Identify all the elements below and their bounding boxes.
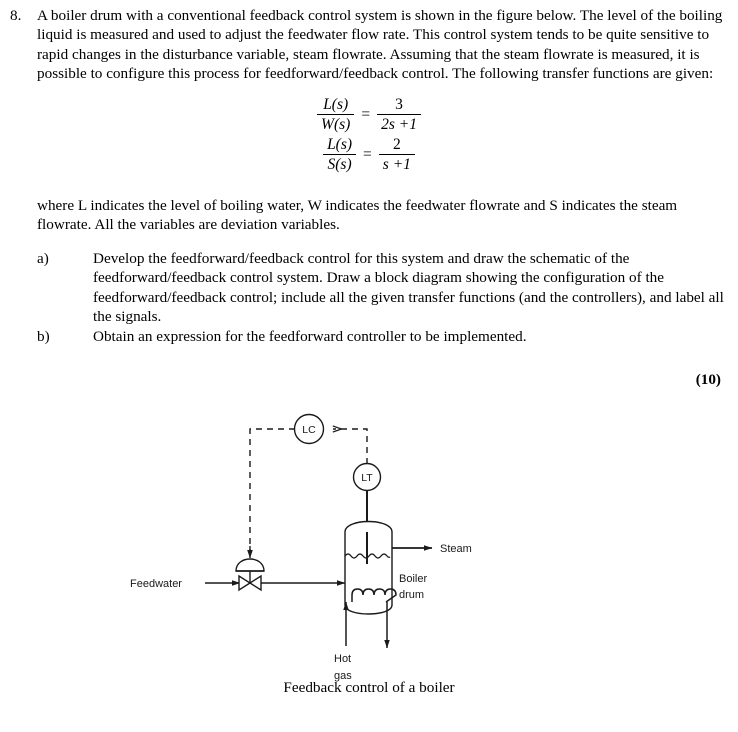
- equation-1-equals: =: [361, 105, 371, 123]
- equation-1-rhs-denominator: 2s +1: [381, 116, 417, 134]
- signal-line-lc-valve: [250, 429, 295, 551]
- equation-2-equals: =: [363, 145, 372, 163]
- valve-body-right: [250, 576, 261, 590]
- question-number: 8.: [10, 7, 22, 24]
- heating-coil: [352, 589, 396, 602]
- part-a-label: a): [37, 250, 49, 267]
- feedwater-label: Feedwater: [130, 578, 182, 590]
- boiler-drum-label: [399, 573, 427, 601]
- steam-label: Steam: [440, 543, 472, 555]
- lc-label: LC: [302, 424, 316, 436]
- fraction-bar: [379, 154, 415, 155]
- equation-2-rhs: [379, 136, 415, 174]
- equation-1-lhs-denominator: W(s): [321, 116, 351, 134]
- part-a-text: Develop the feedforward/feedback control for this system and draw the schematic of the feedforward/feedback control system. Draw a block diagram showing the configuration of the feedforward/feedback control; include all the given transfer functions (and the controllers), and label all the signals.: [93, 250, 724, 326]
- hot-gas-label: [334, 653, 352, 682]
- figure-caption: Feedback control of a boiler: [283, 679, 455, 696]
- equation-2-rhs-denominator: s +1: [382, 156, 411, 174]
- equation-1-lhs-numerator: L(s): [323, 96, 349, 113]
- part-b-label: b): [37, 327, 50, 345]
- fraction-bar: [317, 114, 354, 115]
- equation-1-lhs: [317, 96, 354, 134]
- question-block: [10, 6, 728, 84]
- fraction-bar: [323, 154, 356, 155]
- hot-gas-label-line2: gas: [334, 670, 352, 682]
- transfer-function-equations: [0, 96, 738, 173]
- where-paragraph: where L indicates the level of boiling water, W indicates the feedwater flowrate and S indicates the steam flowrate. All the variables are deviation variables.: [37, 197, 678, 234]
- controller-to-valve-signal: [250, 429, 295, 558]
- hot-gas-label-line1: Hot: [334, 653, 352, 665]
- equation-1: [317, 96, 421, 134]
- part-b: [37, 327, 734, 346]
- drum-bottom-dish: [345, 605, 392, 614]
- question-parts: [37, 249, 734, 346]
- control-valve[interactable]: [236, 559, 264, 590]
- part-a: [37, 249, 734, 327]
- boiler-drum-label-line1: Boiler: [399, 573, 428, 585]
- question-row: [10, 6, 728, 84]
- fraction-bar: [377, 114, 421, 115]
- lt-label: LT: [361, 472, 373, 484]
- feedwater-line: [130, 578, 345, 590]
- question-paragraph: A boiler drum with a conventional feedback control system is shown in the figure below. The level of the boiling liquid is measured and used to adjust the feedwater flow rate. This control system tends to be quite sensitive to rapid changes in the disturbance variable, steam flowrate. Assuming that the steam flowrate is measured, it is possible to configure this process for feedforward/feedback control. The following transfer functions are given:: [37, 7, 723, 83]
- coil-path: [352, 589, 396, 602]
- marks-allocation: (10): [695, 371, 721, 388]
- diagram-svg: [0, 396, 738, 696]
- equation-2-rhs-numerator: 2: [392, 135, 401, 153]
- signal-line-lt-lc: [333, 429, 367, 464]
- part-b-text: Obtain an expression for the feedforward controller to be implemented.: [93, 327, 527, 345]
- valve-body-left: [239, 576, 250, 590]
- boiler-drum-label-line2: drum: [399, 589, 425, 601]
- steam-outlet: [392, 543, 472, 555]
- drum-top-dome: [345, 522, 392, 533]
- level-controller-bubble[interactable]: [295, 415, 324, 444]
- level-transmitter-assembly[interactable]: [354, 464, 381, 565]
- equation-2-lhs-denominator: S(s): [327, 156, 352, 174]
- equation-2: [323, 136, 415, 174]
- valve-actuator-dome: [236, 559, 264, 571]
- transmitter-to-controller-signal: [333, 429, 367, 464]
- equation-2-lhs: [323, 136, 356, 174]
- equation-1-rhs: [377, 96, 421, 134]
- equation-2-lhs-numerator: L(s): [327, 135, 353, 153]
- equation-1-rhs-numerator: 3: [395, 96, 403, 113]
